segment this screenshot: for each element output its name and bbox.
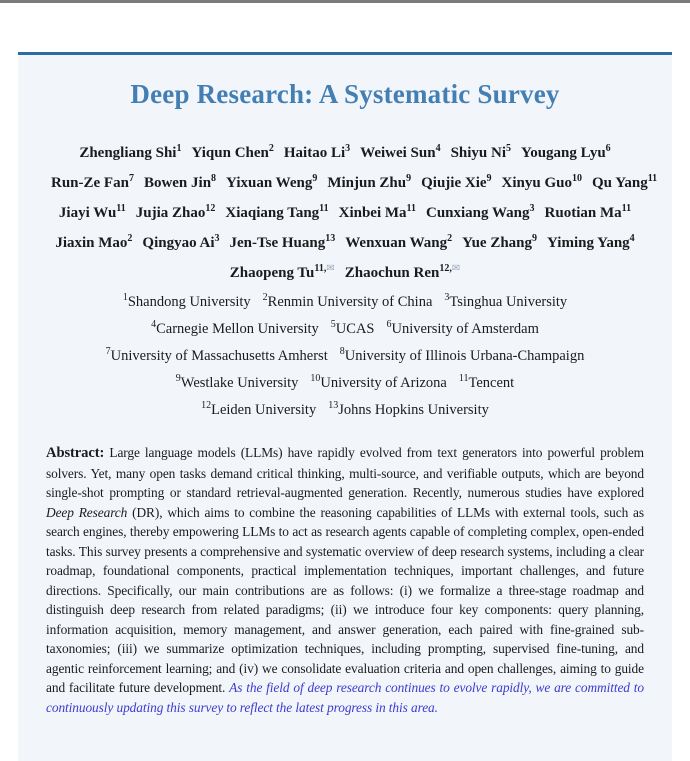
author-name: Bowen Jin$^8$ [143,173,217,191]
author-name: Qu Yang$^{11}$ [591,173,658,191]
author-name: Qiujie Xie$^9$ [421,173,492,191]
author-affiliation-superscript: 8 [211,173,217,184]
affiliation: $^4$Carnegie Mellon University [151,319,319,337]
author-row [46,204,644,222]
affiliation-number-superscript: 11 [458,373,469,385]
author-name: Wenxuan Wang$^2$ [345,233,453,251]
author-affiliation-superscript: 11 [621,203,632,214]
affiliation-number-superscript: 2 [262,292,268,304]
affiliation-number-superscript: 6 [386,319,392,331]
author-affiliation-superscript: 2 [268,143,274,154]
author-name: Xiaqiang Tang$^{11}$ [225,203,329,221]
affiliation-number-superscript: 4 [151,319,157,331]
affiliation-number-superscript: 1 [122,292,128,304]
affiliation: $^{11}$Tencent [458,373,515,391]
affiliation: $^9$Westlake University [175,373,299,391]
mail-icon[interactable]: ✉ [326,263,335,274]
affiliation-number-superscript: 13 [328,400,339,412]
author-name: Shiyu Ni$^5$ [450,143,512,161]
author-affiliation-superscript: 11 [116,203,126,214]
affiliation-number-superscript: 7 [105,346,111,358]
affiliation: $^8$University of Illinois Urbana-Champaign [339,346,585,364]
author-affiliation-superscript: 13 [325,233,336,244]
paper-title: Deep Research: A Systematic Survey [130,79,560,109]
affiliation: $^1$Shandong University [122,292,251,310]
author-affiliation-superscript: 9 [532,233,538,244]
author-affiliation-superscript: 1 [176,143,182,154]
author-name: Jen-Tse Huang$^{13}$ [229,233,336,251]
author-affiliation-superscript: 9 [406,173,412,184]
paper-title-page [18,55,672,761]
author-affiliation-superscript: 12,✉ [439,263,461,274]
author-affiliation-superscript: 10 [571,173,582,184]
affiliation-number-superscript: 5 [330,319,336,331]
author-affiliation-superscript: 6 [605,143,611,154]
author-affiliation-superscript: 2 [127,233,133,244]
affiliation: $^{10}$University of Arizona [310,373,447,391]
author-list [46,143,658,282]
author-row [46,144,644,162]
author-name: Zhaopeng $Tu^{11,✉}$ [229,263,335,281]
author-affiliation-superscript: 11,✉ [314,263,335,274]
author-affiliation-superscript: 3 [345,143,351,154]
affiliation-number-superscript: 3 [444,292,450,304]
affiliation: $^6$University of Amsterdam [386,319,539,337]
author-name: Yue Zhang$^9$ [462,233,538,251]
abstract-emph-deep-research: Deep Research [46,504,128,520]
affiliation: $^5$UCAS [330,319,375,337]
affiliation-number-superscript: 12 [201,400,212,412]
author-affiliation-superscript: 2 [447,233,453,244]
abstract-label: Abstract: [46,445,105,461]
affiliation-number-superscript: 8 [339,346,345,358]
author-affiliation-superscript: 9 [486,173,492,184]
author-affiliation-superscript: 4 [629,233,635,244]
author-name: Haitao Li$^3$ [283,143,351,161]
author-row [46,264,644,282]
author-name: Minjun Zhu$^9$ [327,173,412,191]
author-name: Yiqun Chen$^2$ [191,143,274,161]
author-name: Xinyu Guo$^{10}$ [501,173,582,191]
author-name: Yougang Lyu$^6$ [521,143,611,161]
affiliation-row [46,402,644,419]
screen-top-edge [0,0,690,3]
affiliation-row [46,375,644,392]
author-affiliation-superscript: 11 [647,173,658,184]
author-affiliation-superscript: 3 [214,233,220,244]
affiliation-row [46,294,644,311]
paper-frame [18,52,672,761]
author-row [46,173,658,192]
author-name: Weiwei Sun$^4$ [360,143,441,161]
author-name: Jiayi Wu$^{11}$ [58,203,126,221]
author-name: Cunxiang Wang$^3$ [426,203,535,221]
mail-icon[interactable]: ✉ [451,263,461,274]
affiliation-number-superscript: 9 [175,373,181,385]
author-name: Zhaochun Ren$^{12,✉}$ [344,263,461,281]
author-name: Zhengliang Shi$^1$ [79,143,182,161]
author-name: Yiming Yang$^4$ [547,233,635,251]
affiliation: $^{13}$Johns Hopkins University [328,400,489,418]
author-affiliation-superscript: 11 [406,203,416,214]
affiliation-number-superscript: 10 [310,373,321,385]
abstract [46,443,644,717]
author-affiliation-superscript: 11 [319,203,329,214]
affiliation-row [46,348,644,365]
author-affiliation-superscript: 9 [312,173,318,184]
author-name: Jiaxin Mao$^2$ [55,233,133,251]
abstract-text-2: (DR), which aims to combine the reasoning capabilities of LLMs with external tools, such as search engines, thereby empowering LLMs to act as research agents capable of completing complex, open-ended tasks. This survey presents a comprehensive and systematic overview of deep research systems, including a clear roadmap, foundational components, practical implementation techniques, important challenges, and future directions. Specifically, our main contributions are as follows: (i) we formalize a three-stage roadmap and distinguish deep research from related paradigms; (ii) we introduce four key components: query planning, information acquisition, memory management, and answer generation, each paired with fine-grained sub-taxonomies; (iii) we summarize optimization techniques, including prompting, supervised fine-tuning, and agentic reinforcement learning; and (iv) we consolidate evaluation criteria and open challenges, aiming to guide and facilitate future development. [46,504,644,695]
abstract-text-1: Large language models (LLMs) have rapidly evolved from text generators into powerful problem solvers. Yet, many open tasks demand critical thinking, multi-source, and verifiable outputs, which are beyond single-shot prompting or standard retrieval-augmented generation. Recently, numerous studies have explored [46,445,644,500]
author-name: Run-Ze Fan$^7$ [51,173,134,191]
affiliation: $^{12}$Leiden University [201,400,317,418]
affiliation: $^3$Tsinghua University [444,292,568,310]
author-affiliation-superscript: 5 [506,143,512,154]
author-affiliation-superscript: 3 [529,203,535,214]
author-name: Xinbei Ma$^{11}$ [338,203,416,221]
author-affiliation-superscript: 12 [205,203,216,214]
author-affiliation-superscript: 7 [128,173,134,184]
affiliation-list [46,294,644,419]
affiliation: $^7$University of Massachusetts Amherst [105,346,328,364]
author-row [46,234,644,252]
abstract-highlight-sentence: As the field of deep research continues to evolve rapidly, we are committed to continuously updating this survey to reflect the latest progress in this area. [46,680,644,715]
author-name: Jujia Zhao$^{12}$ [135,203,216,221]
author-name: Ruotian Ma$^{11}$ [544,203,632,221]
author-name: Qingyao Ai$^3$ [142,233,220,251]
affiliation: $^2$Renmin University of China [262,292,433,310]
affiliation-row [46,321,644,338]
author-affiliation-superscript: 4 [435,143,441,154]
author-name: Yixuan Weng$^9$ [226,173,318,191]
